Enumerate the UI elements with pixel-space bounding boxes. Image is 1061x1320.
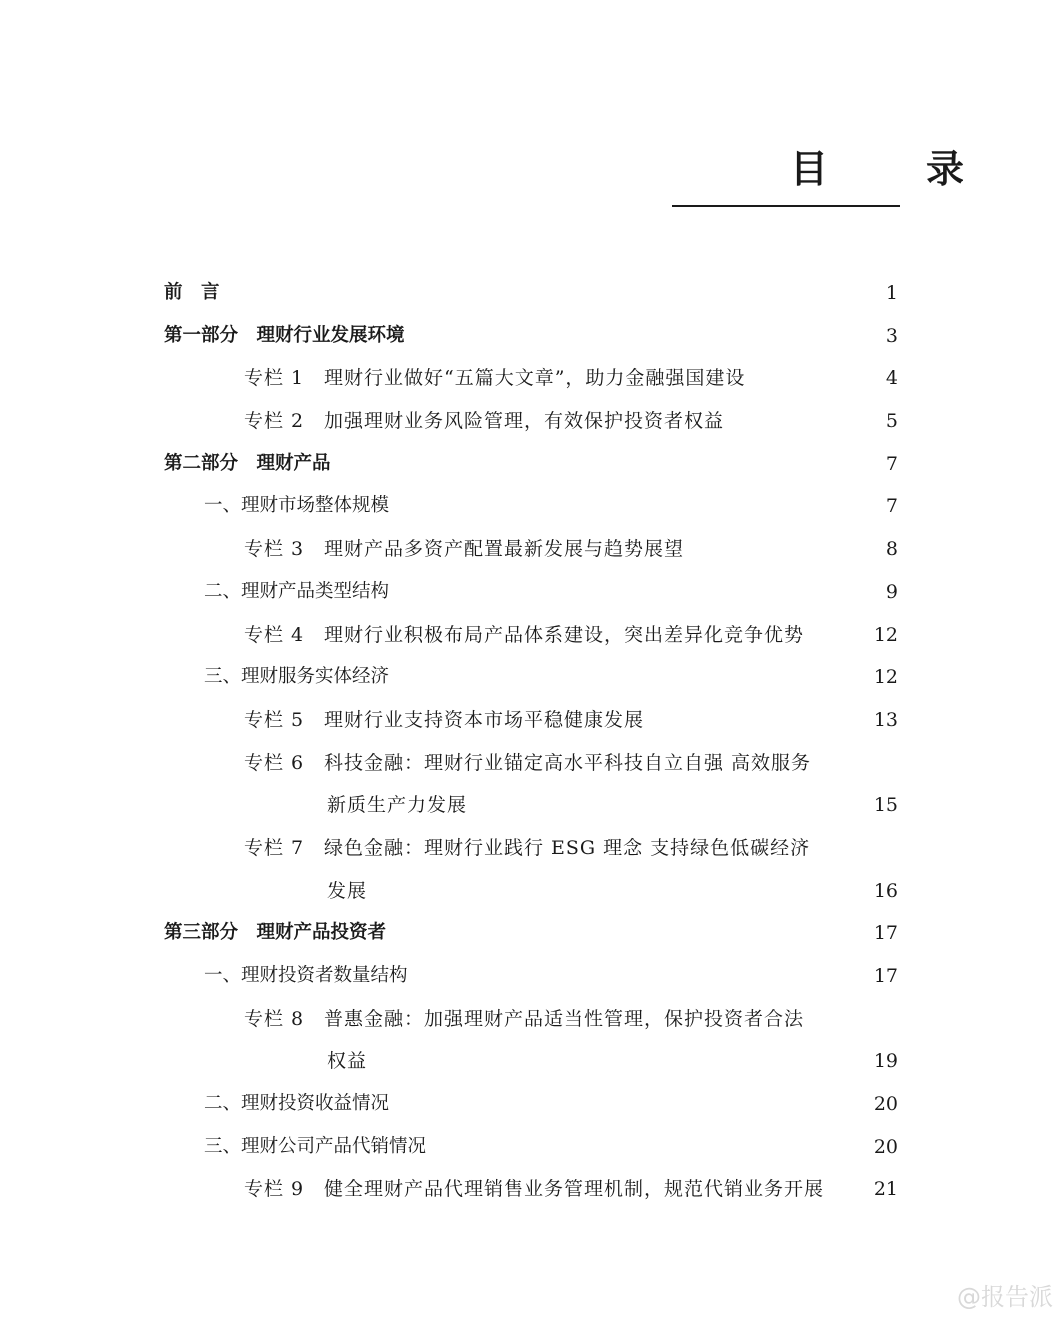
toc-box-label: 专栏 2 [244,410,305,433]
watermark: @报告派 [957,1283,1053,1311]
toc-page-number: 16 [873,879,898,902]
toc-entry-title [244,1176,824,1202]
title-rule [672,205,900,207]
toc-entry-text: 理财行业支持资本市场平稳健康发展 [324,708,645,731]
toc-entry-title [164,280,220,306]
toc-entry-title [244,1006,804,1032]
toc-entry[interactable] [0,699,1061,742]
toc-entry[interactable] [0,742,1061,785]
toc-entry-title [244,536,684,562]
toc-entry-text: 一、理财市场整体规模 [204,495,390,517]
table-of-contents [0,272,1061,1211]
toc-page-number: 7 [885,495,898,518]
toc-entry[interactable] [0,614,1061,657]
page-title: 目 录 [790,147,995,191]
toc-entry-text: 健全理财产品代理销售业务管理机制，规范代销业务开展 [324,1178,825,1201]
toc-entry[interactable] [0,443,1061,486]
toc-entry-title [244,365,745,391]
toc-page-number: 8 [885,538,898,561]
toc-page-number: 13 [873,708,898,731]
toc-page-number: 19 [873,1050,898,1073]
toc-entry[interactable] [0,1168,1061,1211]
toc-entry-text: 科技金融：理财行业锚定高水平科技自立自强 高效服务 [324,751,812,774]
toc-entry-title [244,707,644,733]
toc-page-number: 12 [873,623,898,646]
toc-box-label: 专栏 4 [244,623,305,646]
toc-entry-title [204,664,389,690]
toc-entry[interactable] [0,485,1061,528]
toc-entry-text: 权益 [327,1050,368,1073]
toc-entry-title [204,579,389,605]
toc-box-label: 专栏 1 [244,367,305,390]
toc-page-number: 17 [873,965,898,987]
toc-entry-title [164,451,331,477]
toc-page-number: 20 [873,1093,898,1116]
toc-entry[interactable] [0,1040,1061,1083]
toc-entry-title [327,878,367,904]
toc-page-number: 5 [885,410,898,433]
toc-entry-title [164,920,386,946]
toc-box-label: 专栏 5 [244,708,305,731]
toc-entry-text: 理财行业做好“五篇大文章”，助力金融强国建设 [324,367,746,390]
toc-entry-title [204,1091,389,1117]
toc-box-label: 专栏 9 [244,1178,305,1201]
toc-page-number: 3 [885,324,898,347]
toc-page-number: 17 [873,922,898,945]
toc-entry-text: 理财产品多资产配置最新发展与趋势展望 [324,538,685,561]
toc-entry-text: 加强理财业务风险管理，有效保护投资者权益 [324,410,725,433]
toc-entry[interactable] [0,571,1061,614]
toc-page-number: 21 [873,1178,898,1201]
toc-entry-title [244,622,804,648]
toc-entry[interactable] [0,955,1061,998]
toc-page-number: 12 [873,666,898,689]
toc-entry-title [244,408,724,434]
toc-entry-title [244,750,811,776]
toc-entry-title [204,1134,426,1160]
toc-entry-text: 二、理财投资收益情况 [204,1093,390,1115]
toc-page-number: 15 [873,794,898,817]
toc-entry-text: 第二部分 理财产品 [164,452,331,474]
toc-entry-text: 发展 [327,879,368,902]
toc-entry[interactable] [0,827,1061,870]
toc-page-number: 20 [873,1135,898,1158]
toc-entry-text: 前 言 [164,282,220,303]
toc-entry-text: 二、理财产品类型结构 [204,580,390,602]
toc-entry-title [244,835,810,861]
toc-entry-text: 三、理财公司产品代销情况 [204,1135,427,1157]
toc-entry[interactable] [0,357,1061,400]
toc-entry[interactable] [0,656,1061,699]
toc-entry-title [204,493,389,519]
toc-entry-title [204,963,408,989]
toc-entry[interactable] [0,315,1061,358]
toc-box-label: 专栏 8 [244,1007,305,1030]
toc-entry-title [327,792,467,818]
toc-page-number: 7 [885,452,898,475]
toc-box-label: 专栏 7 [244,836,305,859]
toc-entry-title [164,323,405,349]
toc-entry-text: 绿色金融：理财行业践行 ESG 理念 支持绿色低碳经济 [324,836,811,859]
toc-page-number: 1 [885,282,898,304]
toc-entry-text: 第三部分 理财产品投资者 [164,922,387,944]
toc-page-number: 9 [885,580,898,603]
toc-entry[interactable] [0,400,1061,443]
toc-entry-text: 三、理财服务实体经济 [204,666,390,688]
toc-entry-text: 一、理财投资者数量结构 [204,965,408,986]
toc-entry[interactable] [0,528,1061,571]
toc-entry[interactable] [0,1126,1061,1169]
toc-entry[interactable] [0,998,1061,1041]
toc-entry[interactable] [0,784,1061,827]
toc-entry-text: 理财行业积极布局产品体系建设，突出差异化竞争优势 [324,623,805,646]
toc-entry-text: 普惠金融：加强理财产品适当性管理，保护投资者合法 [324,1007,805,1030]
toc-entry-text: 新质生产力发展 [327,794,468,817]
toc-entry[interactable] [0,1083,1061,1126]
toc-entry-title [327,1048,367,1074]
toc-page-number: 4 [885,367,898,390]
toc-box-label: 专栏 6 [244,751,305,774]
toc-entry[interactable] [0,272,1061,315]
toc-entry-text: 第一部分 理财行业发展环境 [164,324,405,346]
toc-entry[interactable] [0,870,1061,913]
toc-entry[interactable] [0,912,1061,955]
toc-box-label: 专栏 3 [244,538,305,561]
